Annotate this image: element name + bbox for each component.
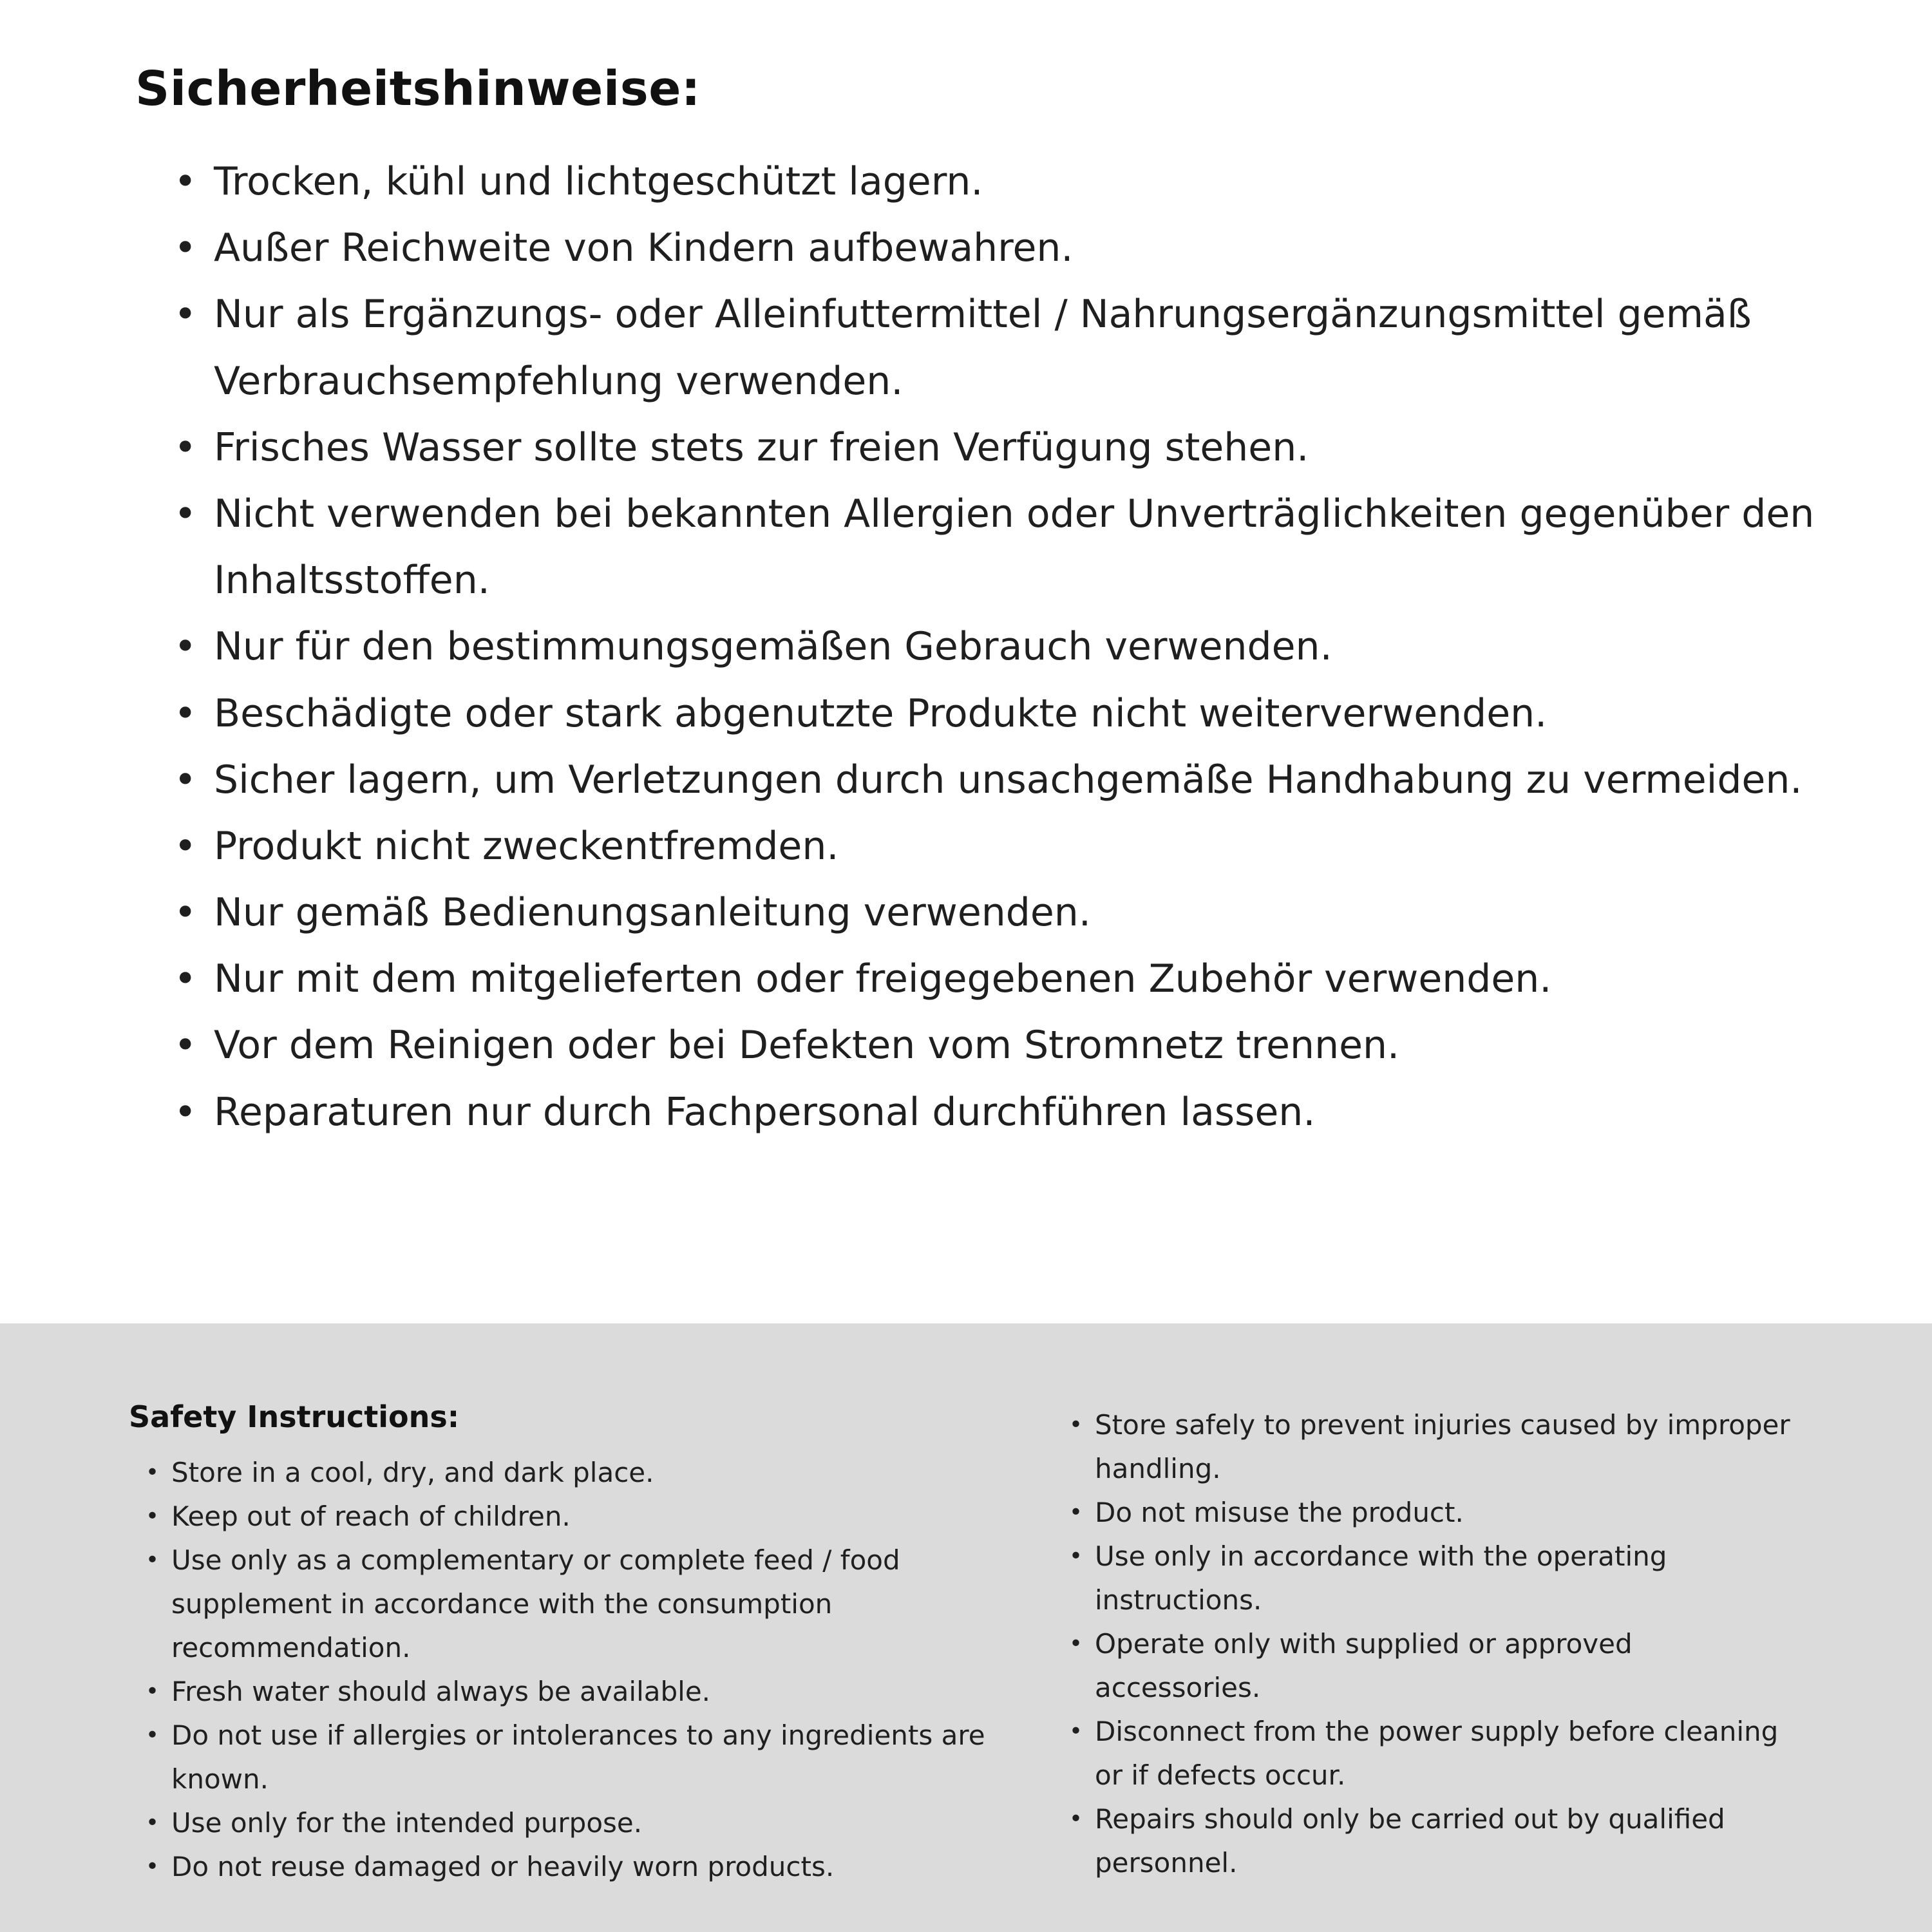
english-safety-section bbox=[0, 1323, 1932, 1932]
list-item: • Reparaturen nur durch Fachpersonal durchführen lassen. bbox=[174, 1079, 1816, 1146]
english-left-column bbox=[129, 1399, 985, 1932]
list-item: • Do not misuse the product. bbox=[1069, 1491, 1803, 1535]
german-section-title: Sicherheitshinweise: bbox=[135, 61, 701, 117]
german-safety-list bbox=[174, 149, 1816, 1146]
list-item: • Trocken, kühl und lichtgeschützt lagern. bbox=[174, 149, 1816, 215]
english-right-column bbox=[1069, 1399, 1803, 1932]
list-item: • Store in a cool, dry, and dark place. bbox=[146, 1451, 985, 1495]
list-item: • Nur als Ergänzungs- oder Alleinfuttermittel / Nahrungsergänzungsmittel gemäß Verbrauchsempfehlung verwenden. bbox=[174, 281, 1816, 414]
english-safety-list-right bbox=[1069, 1403, 1803, 1885]
list-item: • Do not reuse damaged or heavily worn products. bbox=[146, 1845, 985, 1889]
list-item: • Fresh water should always be available. bbox=[146, 1670, 985, 1714]
list-item: • Nur für den bestimmungsgemäßen Gebrauch verwenden. bbox=[174, 614, 1816, 680]
list-item: • Use only as a complementary or complete feed / food supplement in accordance with the consumption recommendation. bbox=[146, 1539, 985, 1670]
list-item: • Sicher lagern, um Verletzungen durch unsachgemäße Handhabung zu vermeiden. bbox=[174, 747, 1816, 813]
list-item: • Nicht verwenden bei bekannten Allergien oder Unverträglichkeiten gegenüber den Inhaltsstoffen. bbox=[174, 481, 1816, 614]
english-section-title: Safety Instructions: bbox=[129, 1399, 460, 1434]
list-item: • Use only in accordance with the operating instructions. bbox=[1069, 1535, 1803, 1622]
list-item: • Repairs should only be carried out by qualified personnel. bbox=[1069, 1797, 1803, 1885]
list-item: • Disconnect from the power supply before cleaning or if defects occur. bbox=[1069, 1710, 1803, 1797]
list-item: • Do not use if allergies or intolerances to any ingredients are known. bbox=[146, 1714, 985, 1801]
list-item: • Use only for the intended purpose. bbox=[146, 1801, 985, 1845]
list-item: • Operate only with supplied or approved accessories. bbox=[1069, 1622, 1803, 1710]
list-item: • Vor dem Reinigen oder bei Defekten vom Stromnetz trennen. bbox=[174, 1012, 1816, 1079]
list-item: • Produkt nicht zweckentfremden. bbox=[174, 813, 1816, 880]
list-item: • Frisches Wasser sollte stets zur freien Verfügung stehen. bbox=[174, 415, 1816, 481]
list-item: • Beschädigte oder stark abgenutzte Produkte nicht weiterverwenden. bbox=[174, 681, 1816, 747]
list-item: • Store safely to prevent injuries caused by improper handling. bbox=[1069, 1403, 1803, 1491]
list-item: • Nur mit dem mitgelieferten oder freigegebenen Zubehör verwenden. bbox=[174, 946, 1816, 1012]
list-item: • Keep out of reach of children. bbox=[146, 1495, 985, 1539]
list-item: • Außer Reichweite von Kindern aufbewahren. bbox=[174, 215, 1816, 281]
list-item: • Nur gemäß Bedienungsanleitung verwenden. bbox=[174, 880, 1816, 946]
english-safety-list-left bbox=[146, 1451, 985, 1889]
